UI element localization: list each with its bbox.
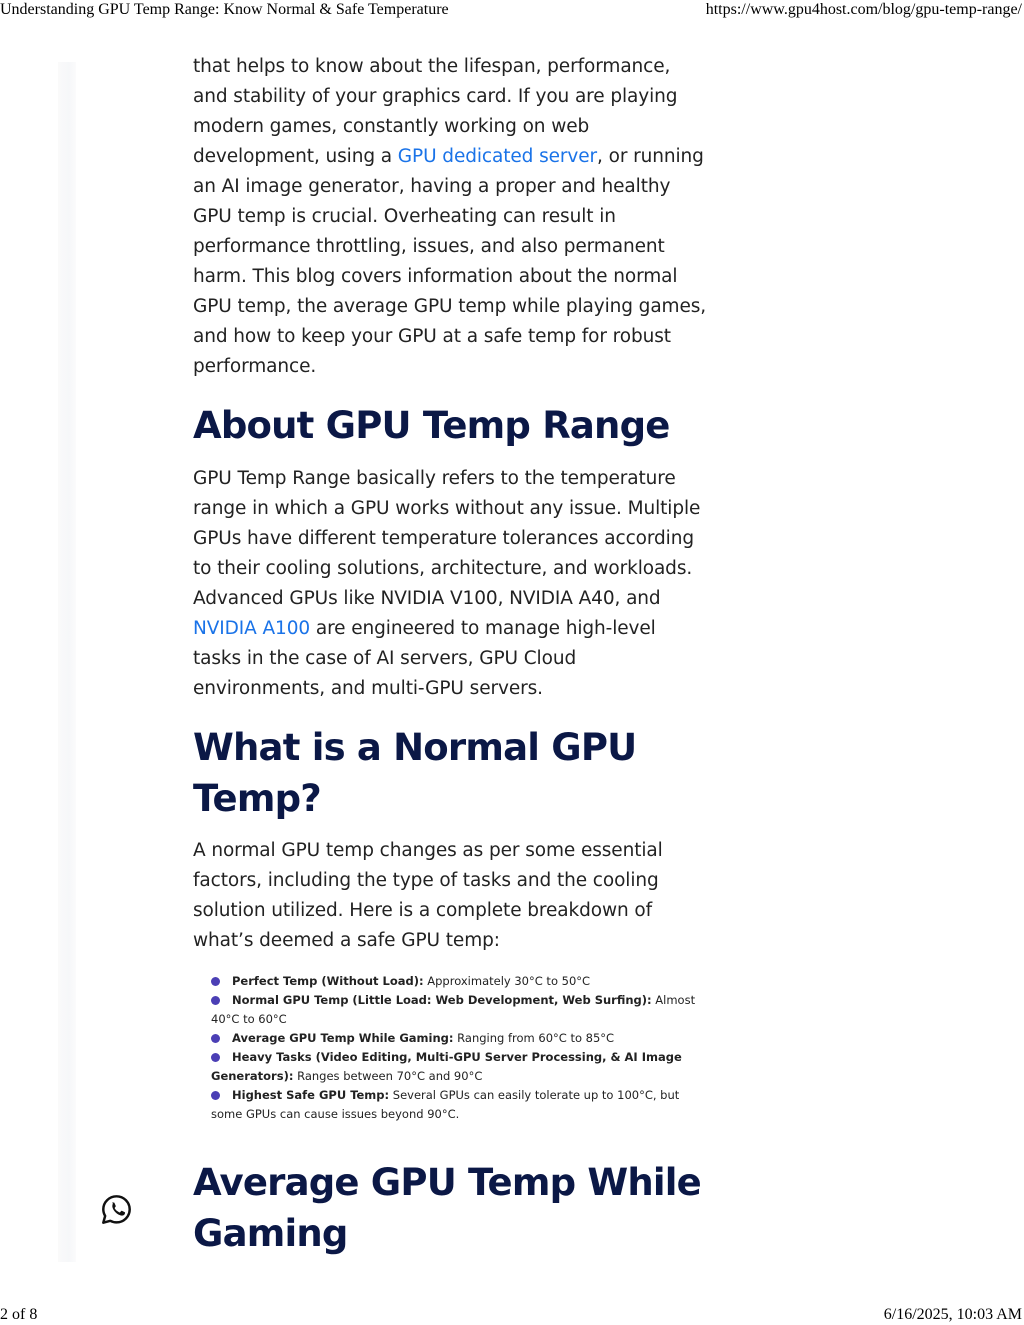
nvidia-a100-link[interactable]: NVIDIA A100 xyxy=(193,618,311,639)
intro-text-end: , or running an AI image generator, having a proper and healthy GPU temp is crucial. Overheating can result in performance throttling, issues, and also permanent harm. This blog covers information about the normal GPU temp, the average GPU temp while playing games, and how to keep your GPU at a safe temp for robust performance. xyxy=(193,146,707,377)
list-item-text: Several GPUs can easily tolerate up to 100°C, but some GPUs can cause issues beyond 90°C. xyxy=(211,1088,680,1121)
list-item-label: Average GPU Temp While Gaming: xyxy=(232,1031,454,1045)
intro-paragraph xyxy=(193,52,709,382)
about-paragraph xyxy=(193,464,709,704)
list-item xyxy=(211,972,706,991)
print-datetime: 6/16/2025, 10:03 AM xyxy=(883,1306,1022,1323)
list-item-label: Heavy Tasks (Video Editing, Multi-GPU Server Processing, & AI Image Generators): xyxy=(211,1050,682,1083)
list-item-text: Ranges between 70°C and 90°C xyxy=(293,1069,483,1083)
list-item xyxy=(211,1048,706,1086)
about-text-end: are engineered to manage high-level tasks in the case of AI servers, GPU Cloud environments, and multi-GPU servers. xyxy=(193,618,656,699)
list-item-label: Normal GPU Temp (Little Load: Web Development, Web Surfing): xyxy=(232,993,652,1007)
intro-text-start: that helps to know about the lifespan, performance, and stability of your graphics card. If you are playing modern games, constantly working on web development, using a xyxy=(193,56,678,167)
list-item xyxy=(211,1086,706,1124)
temp-range-list xyxy=(211,972,706,1124)
bullet-dot xyxy=(211,1034,220,1043)
about-text-start: GPU Temp Range basically refers to the temperature range in which a GPU works without any issue. Multiple GPUs have different temperature tolerances according to their cooling solutions, architecture, and workloads. Advanced GPUs like NVIDIA V100, NVIDIA A40, and xyxy=(193,468,701,609)
bullet-dot xyxy=(211,977,220,986)
list-item-text: Almost 40°C to 60°C xyxy=(211,993,696,1026)
list-item-label: Perfect Temp (Without Load): xyxy=(232,974,424,988)
list-item xyxy=(211,991,706,1029)
normal-temp-paragraph: A normal GPU temp changes as per some essential factors, including the type of tasks and the cooling solution utilized. Here is a complete breakdown of what’s deemed a safe GPU temp: xyxy=(193,840,663,951)
print-header xyxy=(0,0,1024,20)
heading-normal-gpu-temp: What is a Normal GPU Temp? xyxy=(193,726,637,820)
print-footer xyxy=(0,1305,1024,1325)
heading-about-gpu-temp-range: About GPU Temp Range xyxy=(193,404,670,447)
bullet-dot xyxy=(211,1053,220,1062)
list-item xyxy=(211,1029,706,1048)
list-item-label: Highest Safe GPU Temp: xyxy=(232,1088,390,1102)
gpu-dedicated-server-link[interactable]: GPU dedicated server xyxy=(397,146,598,167)
page-title: Understanding GPU Temp Range: Know Normal & Safe Temperature xyxy=(0,1,449,18)
sidebar-shade xyxy=(58,62,76,1262)
bullet-dot xyxy=(211,996,220,1005)
whatsapp-icon[interactable] xyxy=(100,1193,133,1226)
heading-average-gpu-temp-gaming: Average GPU Temp While Gaming xyxy=(193,1161,701,1255)
list-item-text: Approximately 30°C to 50°C xyxy=(423,974,591,988)
bullet-dot xyxy=(211,1091,220,1100)
list-item-text: Ranging from 60°C to 85°C xyxy=(453,1031,615,1045)
page-number: 2 of 8 xyxy=(0,1306,38,1323)
page-url: https://www.gpu4host.com/blog/gpu-temp-range/ xyxy=(705,1,1022,18)
